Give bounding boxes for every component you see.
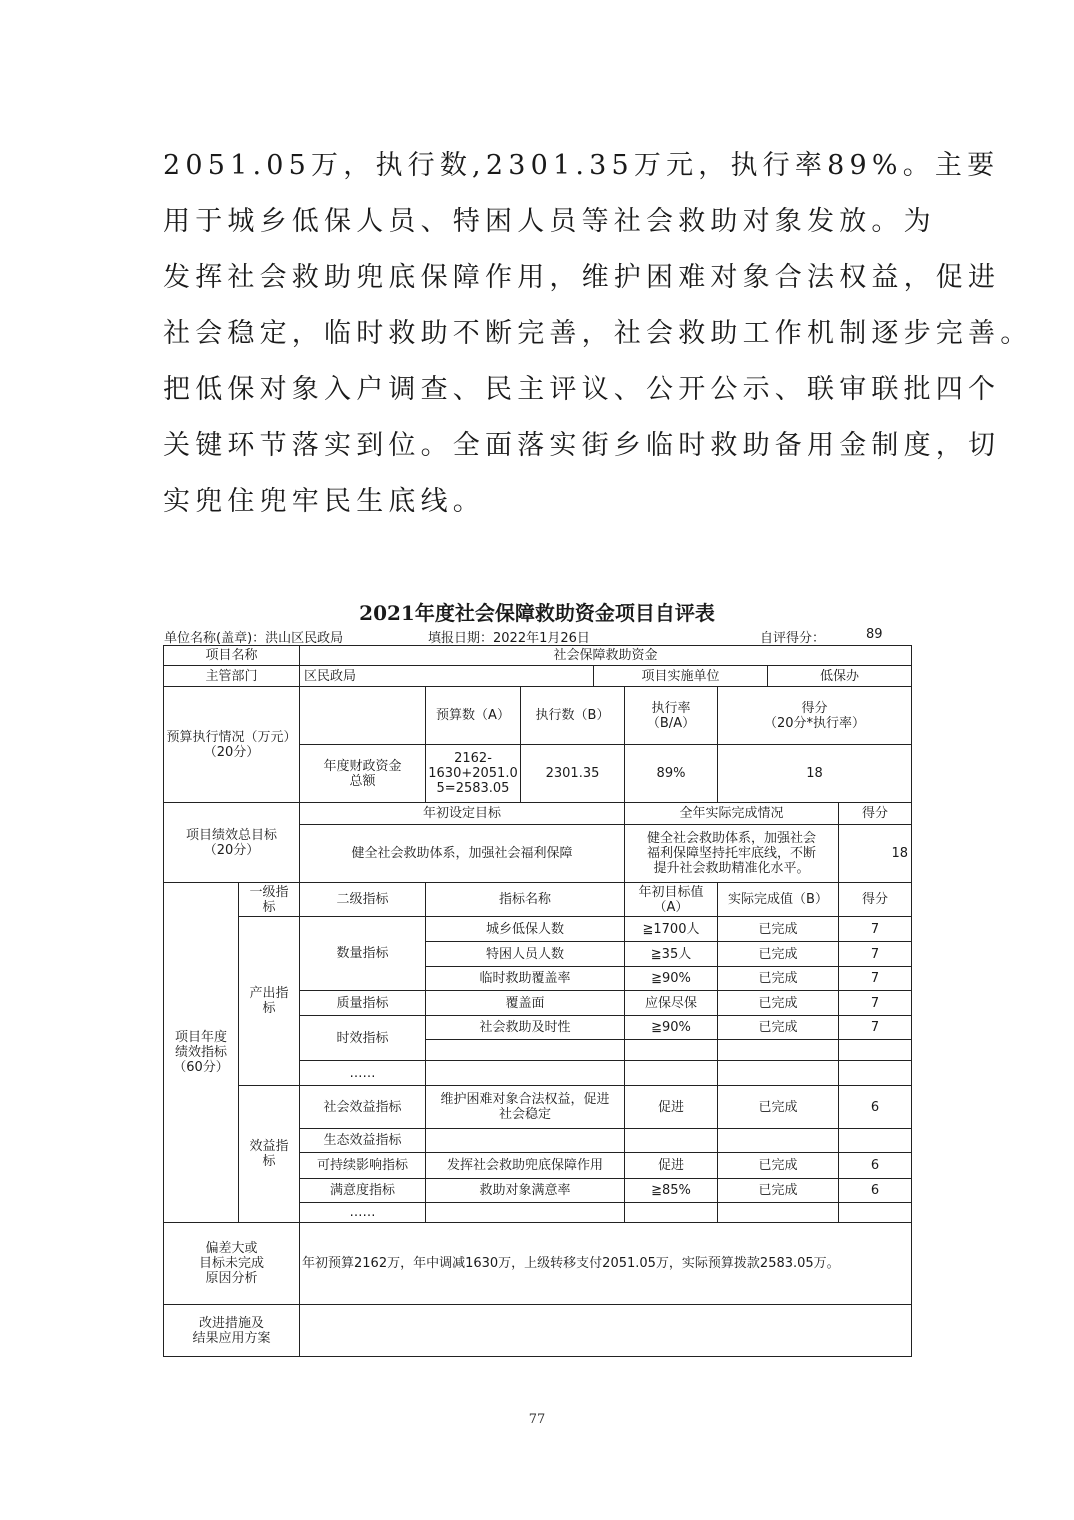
paragraph-line: 2051.05万，执行数,2301.35万元，执行率89%。主要 [163,150,1000,181]
indicator-target: ≧90% [624,966,718,991]
indicator-score: 6 [838,1085,912,1129]
budget-header-b: 执行数（B） [520,686,625,745]
header-level1: 一级指 标 [238,882,300,917]
self-score-value: 89 [866,627,883,642]
indicator-actual: 已完成 [717,1015,839,1040]
indicator-score: 7 [838,1015,912,1040]
empty-cell [717,1128,839,1153]
indicator-actual: 已完成 [717,1085,839,1129]
impl-unit-label: 项目实施单位 [593,665,768,687]
page-number: 77 [528,1412,546,1427]
goal-target: 健全社会救助体系，加强社会福利保障 [299,824,625,883]
indicator-name: 救助对象满意率 [425,1178,625,1203]
unit-name: 单位名称(盖章)：洪山区民政局 [164,631,344,646]
budget-header-blank [299,686,426,745]
indicator-target: ≧90% [624,1015,718,1040]
table-title: 2021年度社会保障救助资金项目自评表 [359,601,715,625]
sub-timeliness: 时效指标 [299,1015,426,1061]
header-indicator-name: 指标名称 [425,882,625,917]
indicator-actual: 已完成 [717,1178,839,1203]
indicator-name: 维护困难对象合法权益，促进 社会稳定 [425,1085,625,1129]
exec-value: 2301.35 [520,744,625,803]
indicator-name: 城乡低保人数 [425,916,625,942]
rate-value: 89% [624,744,718,803]
indicator-target: 促进 [624,1152,718,1179]
sub-ellipsis: …… [299,1202,426,1223]
empty-cell [624,1039,718,1061]
sub-satisfaction: 满意度指标 [299,1178,426,1203]
budget-section-label: 预算执行情况（万元） （20分） [163,686,300,803]
improvement-label: 改进措施及 结果应用方案 [163,1304,300,1357]
budget-header-a: 预算数（A） [425,686,521,745]
indicator-target: 应保尽保 [624,990,718,1016]
budget-score-value: 18 [717,744,912,803]
indicator-target: ≧35人 [624,941,718,967]
empty-cell [425,1060,625,1086]
indicators-section-label: 项目年度 绩效指标 （60分） [163,882,239,1223]
dept-label: 主管部门 [163,665,300,687]
empty-cell [838,1039,912,1061]
paragraph-line: 用于城乡低保人员、特困人员等社会救助对象发放。为 [163,206,936,237]
goal-target-header: 年初设定目标 [299,802,625,825]
indicator-actual: 已完成 [717,990,839,1016]
empty-cell [624,1060,718,1086]
header-actual: 实际完成值（B） [717,882,839,917]
goal-actual-header: 全年实际完成情况 [624,802,839,825]
self-score-label: 自评得分： [760,631,826,646]
indicator-actual: 已完成 [717,966,839,991]
deviation-text: 年初预算2162万，年中调减1630万，上级转移支付2051.05万，实际预算拨款2583.05万。 [299,1222,912,1305]
indicator-score: 7 [838,966,912,991]
indicator-name: 临时救助覆盖率 [425,966,625,991]
overall-goal-label: 项目绩效总目标 （20分） [163,802,300,883]
indicator-target: ≧85% [624,1178,718,1203]
group-output: 产出指 标 [238,916,300,1086]
empty-cell [717,1039,839,1061]
indicator-actual: 已完成 [717,941,839,967]
indicator-name: 发挥社会救助兜底保障作用 [425,1152,625,1179]
goal-score-header: 得分 [838,802,912,825]
indicator-actual: 已完成 [717,1152,839,1179]
paragraph-line: 实兜住兜牢民生底线。 [163,486,485,517]
empty-cell [425,1039,625,1061]
project-name-label: 项目名称 [163,645,300,666]
sub-quantity: 数量指标 [299,916,426,991]
sub-quality: 质量指标 [299,990,426,1016]
empty-cell [838,1128,912,1153]
deviation-label: 偏差大或 目标未完成 原因分析 [163,1222,300,1305]
header-level2: 二级指标 [299,882,426,917]
indicator-target: 促进 [624,1085,718,1129]
indicator-name: 覆盖面 [425,990,625,1016]
empty-cell [838,1060,912,1086]
paragraph-line: 发挥社会救助兜底保障作用，维护困难对象合法权益，促进 [163,262,1001,293]
empty-cell [717,1202,839,1223]
header-target: 年初目标值 （A） [624,882,718,917]
empty-cell [425,1128,625,1153]
indicator-score: 7 [838,916,912,942]
goal-score: 18 [838,824,912,883]
budget-header-rate: 执行率 （B/A） [624,686,718,745]
paragraph-line: 社会稳定，临时救助不断完善，社会救助工作机制逐步完善。 [163,318,1033,349]
indicator-actual: 已完成 [717,916,839,942]
indicator-score: 7 [838,941,912,967]
empty-cell [717,1060,839,1086]
sub-sustainability: 可持续影响指标 [299,1152,426,1179]
fill-date: 填报日期：2022年1月26日 [428,631,590,646]
empty-cell [624,1128,718,1153]
indicator-score: 6 [838,1152,912,1179]
indicator-name: 特困人员人数 [425,941,625,967]
group-benefit: 效益指 标 [238,1085,300,1223]
sub-ellipsis: …… [299,1060,426,1086]
budget-header-score: 得分 （20分*执行率） [717,686,912,745]
indicator-score: 6 [838,1178,912,1203]
budget-value: 2162- 1630+2051.0 5=2583.05 [425,744,521,803]
indicator-score: 7 [838,990,912,1016]
impl-unit-value: 低保办 [767,665,912,687]
empty-cell [425,1202,625,1223]
sub-social: 社会效益指标 [299,1085,426,1129]
empty-cell [838,1202,912,1223]
indicator-name: 社会救助及时性 [425,1015,625,1040]
header-score: 得分 [838,882,912,917]
empty-cell [624,1202,718,1223]
paragraph-line: 把低保对象入户调查、民主评议、公开公示、联审联批四个 [163,374,1001,405]
dept-value: 区民政局 [299,665,594,687]
improvement-text [299,1304,912,1357]
budget-row-label: 年度财政资金 总额 [299,744,426,803]
paragraph-line: 关键环节落实到位。全面落实街乡临时救助备用金制度，切 [163,430,1001,461]
goal-actual: 健全社会救助体系，加强社会 福利保障坚持托牢底线，不断 提升社会救助精准化水平。 [624,824,839,883]
project-name-value: 社会保障救助资金 [299,645,912,666]
sub-ecological: 生态效益指标 [299,1128,426,1153]
indicator-target: ≧1700人 [624,916,718,942]
